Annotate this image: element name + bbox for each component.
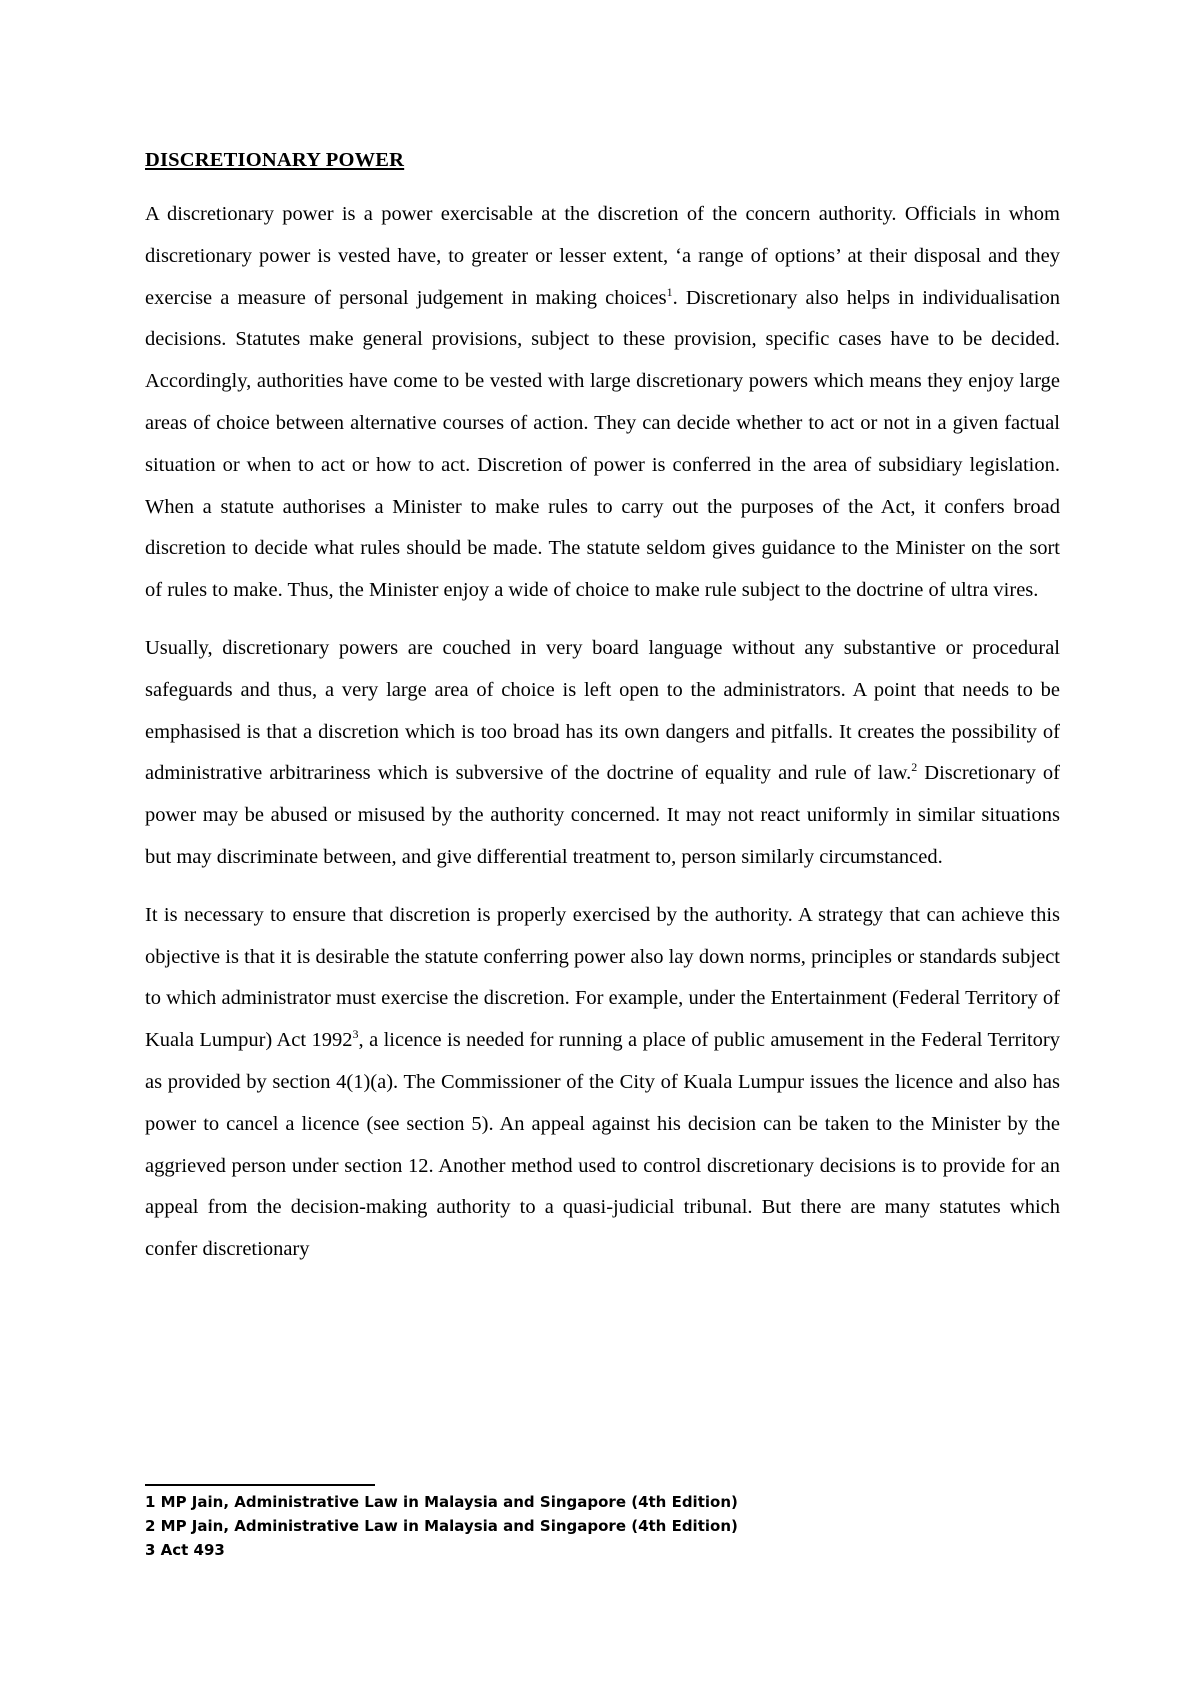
- paragraph-1: [145, 194, 1060, 612]
- paragraph-text: , a licence is needed for running a place of public amusement in the Federal Territory as provided by section 4(1)(a). The Commissioner of the City of Kuala Lumpur issues the licence and also has power to cancel a licence (see section 5). An appeal against his decision can be taken to the Minister by the aggrieved person under section 12. Another method used to control discretionary decisions is to provide for an appeal from the decision-making authority to a quasi-judicial tribunal. But there are many statutes which confer discretionary: [145, 1029, 1061, 1261]
- footnotes: [145, 1490, 845, 1562]
- paragraph-text: . Discretionary also helps in individualisation decisions. Statutes make general provisions, subject to these provision, specific cases have to be decided. Accordingly, authorities have come to be vested with large discretionary powers which means they enjoy large areas of choice between alternative courses of action. They can decide whether to act or not in a given factual situation or when to act or how to act. Discretion of power is conferred in the area of subsidiary legislation. When a statute authorises a Minister to make rules to carry out the purposes of the Act, it confers broad discretion to decide what rules should be made. The statute seldom gives guidance to the Minister on the sort of rules to make. Thus, the Minister enjoy a wide of choice to make rule subject to the doctrine of ultra vires.: [145, 286, 1060, 602]
- paragraph-text: A discretionary power is a power exercisable at the discretion of the concern authority. Officials in whom discretionary power is vested have, to greater or lesser extent, ‘a range of options’ at their disposal and they exercise a measure of personal judgement in making choices: [145, 203, 1060, 309]
- paragraph-2: [145, 628, 1060, 879]
- paragraph-text: Usually, discretionary powers are couched in very board language without any substantive or procedural safeguards and thus, a very large area of choice is left open to the administrators. A point that needs to be emphasised is that a discretion which is too broad has its own dangers and pitfalls. It creates the possibility of administrative arbitrariness which is subversive of the doctrine of equality and rule of law.: [145, 636, 1060, 785]
- footnote-ref-2: 2: [911, 760, 918, 775]
- footnote-ref-1: 1: [666, 284, 673, 299]
- footnote-separator: [145, 1484, 375, 1486]
- document-title: DISCRETIONARY POWER: [145, 149, 405, 171]
- paragraph-text: Discretionary of power may be abused or misused by the authority concerned. It may not react uniformly in similar situations but may discriminate between, and give differential treatment to, person similarly circumstanced.: [145, 762, 1060, 868]
- document-body: [145, 148, 1060, 1287]
- paragraph-3: [145, 895, 1060, 1271]
- footnote-3: 3 Act 493: [145, 1541, 225, 1559]
- footnote-1: 1 MP Jain, Administrative Law in Malaysia and Singapore (4th Edition): [145, 1493, 738, 1511]
- footnote-ref-3: 3: [352, 1027, 359, 1042]
- paragraph-text: It is necessary to ensure that discretion is properly exercised by the authority. A strategy that can achieve this objective is that it is desirable the statute conferring power also lay down norms, principles or standards subject to which administrator must exercise the discretion. For example, under the Entertainment (Federal Territory of Kuala Lumpur) Act 1992: [145, 903, 1060, 1052]
- footnote-2: 2 MP Jain, Administrative Law in Malaysia and Singapore (4th Edition): [145, 1517, 738, 1535]
